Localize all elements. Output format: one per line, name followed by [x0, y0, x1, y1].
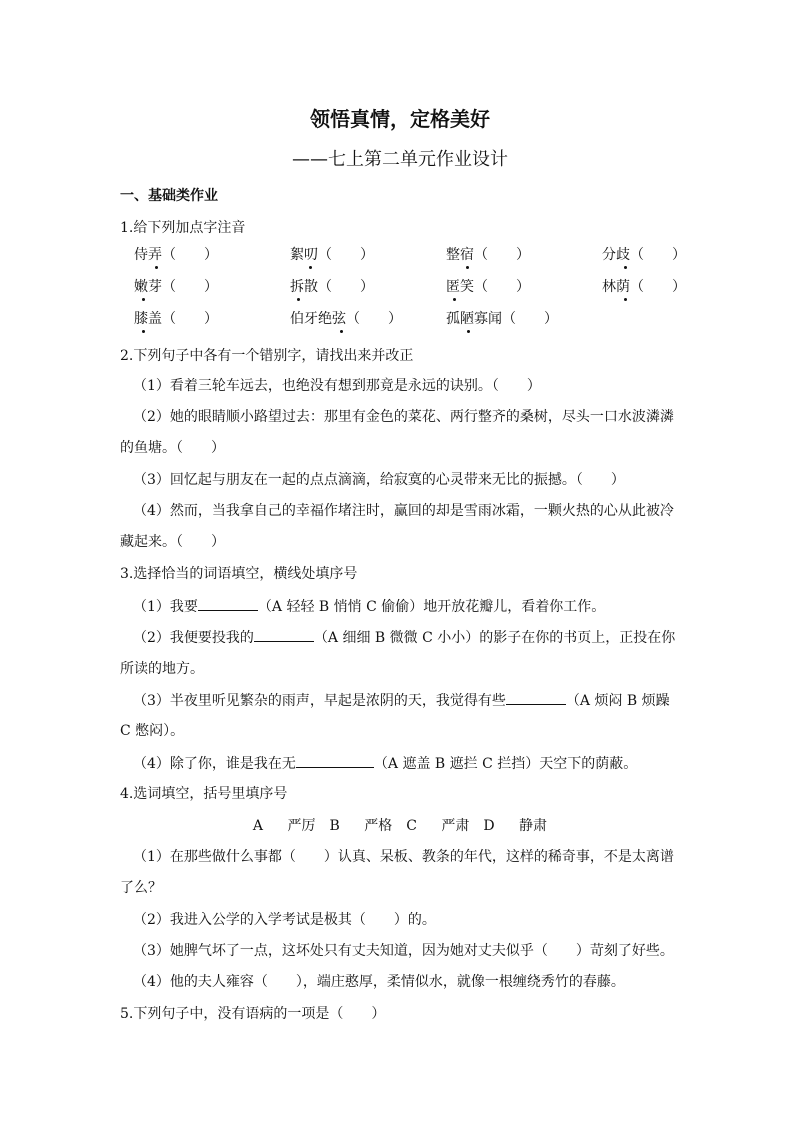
question-3-sentence	[133, 753, 637, 774]
pinyin-item: 匿笑（ ）	[446, 279, 530, 295]
pinyin-item: 膝盖（ ）	[134, 311, 218, 327]
answer-blank[interactable]	[506, 690, 566, 705]
emphasis-dot	[624, 266, 627, 269]
question-2-sentence: （3）回忆起与朋友在一起的点点滴滴，给寂寞的心灵带来无比的振撼。（ ）	[133, 472, 625, 488]
question-2-sentence: （4）然而，当我拿自己的幸福作堵注时，赢回的却是雪雨冰霜，一颗火热的心从此被冷	[133, 503, 674, 519]
question-3-stem: 3.选择恰当的词语填空，横线处填序号	[120, 566, 358, 582]
question-2-sentence: 的鱼塘。（ ）	[120, 440, 225, 456]
emphasis-dot	[467, 330, 470, 333]
question-4-sentence: （1）在那些做什么事都（ ）认真、呆板、教条的年代，这样的稀奇事，不是太离谱	[133, 849, 674, 865]
sentence-text: （3）半夜里听见繁杂的雨声，早起是浓阴的天，我觉得有些	[133, 693, 506, 709]
question-2-sentence: （1）看着三轮车远去，也绝没有想到那竟是永远的诀别。（ ）	[133, 378, 541, 394]
emphasis-dot	[142, 330, 145, 333]
emphasis-dot	[340, 330, 343, 333]
sentence-text: （4）除了你，谁是我在无	[133, 756, 296, 772]
sentence-text: （A 细细 B 微微 C 小小）的影子在你的书页上，正投在你	[313, 630, 676, 646]
question-4-stem: 4.选词填空，括号里填序号	[120, 786, 288, 802]
question-4-sentence: （2）我进入公学的入学考试是极其（ ）的。	[133, 912, 436, 928]
answer-blank[interactable]	[296, 753, 374, 768]
emphasis-dot	[624, 298, 627, 301]
pinyin-item: 絮叨（ ）	[290, 247, 374, 263]
question-2-sentence: 藏起来。（ ）	[120, 534, 225, 550]
question-3-sentence	[133, 627, 675, 648]
pinyin-item: 整宿（ ）	[446, 247, 530, 263]
pinyin-item: 侍弄（ ）	[134, 247, 218, 263]
pinyin-item: 嫩芽（ ）	[134, 279, 218, 295]
sentence-text: （A 遮盖 B 遮拦 C 拦挡）天空下的荫蔽。	[373, 756, 638, 772]
question-3-sentence	[133, 596, 605, 617]
emphasis-dot	[297, 298, 300, 301]
question-4-sentence: （3）她脾气坏了一点，这坏处只有丈夫知道，因为她对丈夫似乎（ ）苛刻了好些。	[133, 943, 674, 959]
sentence-text: （A 轻轻 B 悄悄 C 偷偷）地开放花瓣儿，看着你工作。	[257, 599, 606, 615]
question-3-sentence	[133, 690, 670, 711]
pinyin-item: 拆散（ ）	[290, 279, 374, 295]
word-options: A 严厉 B 严格 C 严肃 D 静肃	[252, 818, 548, 834]
sentence-text: （A 烦闷 B 烦躁	[565, 693, 670, 709]
question-1-stem: 1.给下列加点字注音	[120, 220, 246, 236]
emphasis-dot	[155, 266, 158, 269]
answer-blank[interactable]	[198, 596, 258, 611]
emphasis-dot	[453, 298, 456, 301]
question-4-sentence: 了么？	[120, 880, 162, 896]
sentence-text: （1）我要	[133, 599, 198, 615]
question-2-stem: 2.下列句子中各有一个错别字，请找出来并改正	[120, 348, 414, 364]
emphasis-dot	[466, 266, 469, 269]
emphasis-dot	[142, 298, 145, 301]
question-3-sentence: 所读的地方。	[120, 661, 204, 677]
pinyin-item: 伯牙绝弦（ ）	[290, 311, 402, 327]
page-subtitle: ——七上第二单元作业设计	[292, 149, 508, 170]
question-4-sentence: （4）他的夫人雍容（ ），端庄憨厚，柔情似水，就像一根缠绕秀竹的春藤。	[133, 974, 625, 990]
pinyin-item: 分歧（ ）	[602, 247, 686, 263]
answer-blank[interactable]	[254, 627, 314, 642]
pinyin-item: 林荫（ ）	[602, 279, 686, 295]
question-5-stem: 5.下列句子中，没有语病的一项是（ ）	[120, 1006, 386, 1022]
pinyin-item: 孤陋寡闻（ ）	[446, 311, 558, 327]
emphasis-dot	[309, 266, 312, 269]
sentence-text: （2）我便要投我的	[133, 630, 254, 646]
section-heading: 一、基础类作业	[120, 188, 218, 204]
question-2-sentence: （2）她的眼睛顺小路望过去：那里有金色的菜花、两行整齐的桑树，尽头一口水波潾潾	[133, 409, 674, 425]
question-3-sentence: C 憋闷）。	[120, 723, 185, 739]
page-title: 领悟真情，定格美好	[310, 107, 490, 131]
